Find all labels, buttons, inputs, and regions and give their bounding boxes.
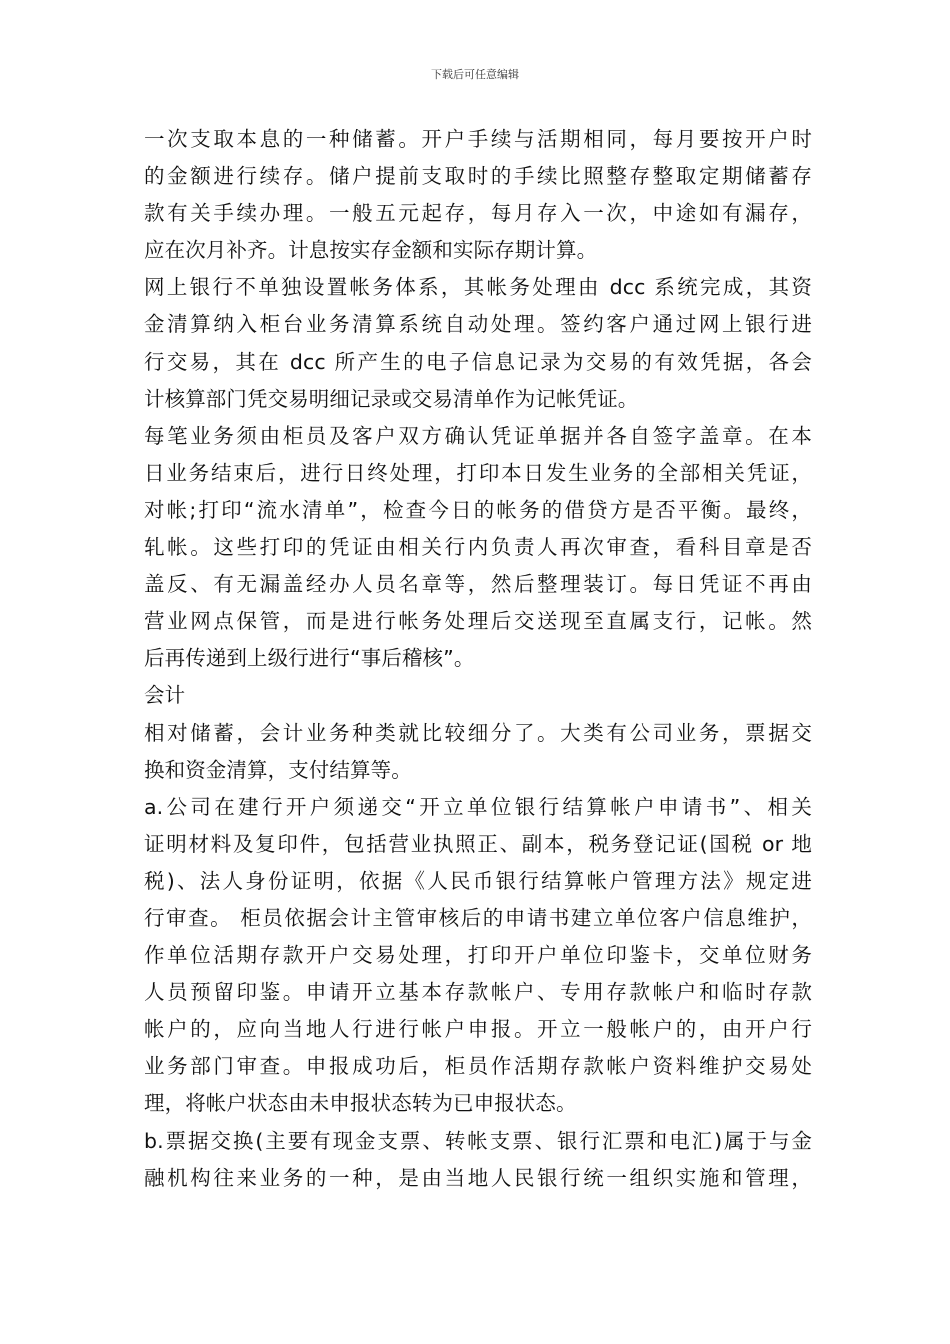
- text-line: 会计: [144, 683, 186, 708]
- text-line: b.票据交换(主要有现金支票、转帐支票、银行汇票和电汇)属于与金: [144, 1128, 812, 1153]
- text-line: 换和资金清算，支付结算等。: [144, 757, 412, 782]
- text-line: 证明材料及复印件，包括营业执照正、副本，税务登记证(国税 or 地: [144, 831, 812, 856]
- text-line: 后再传递到上级行进行“事后稽核”。: [144, 646, 475, 671]
- page-header-note: 下载后可任意编辑: [431, 68, 519, 81]
- text-line: a.公司在建行开户须递交“开立单位银行结算帐户申请书”、相关: [144, 794, 812, 819]
- text-line: 网上银行不单独设置帐务体系，其帐务处理由 dcc 系统完成，其资: [144, 275, 812, 300]
- paragraph: [144, 1123, 812, 1197]
- text-line: 金清算纳入柜台业务清算系统自动处理。签约客户通过网上银行进: [144, 312, 812, 337]
- paragraph: [144, 789, 812, 1123]
- text-line: 的金额进行续存。储户提前支取时的手续比照整存整取定期储蓄存: [144, 164, 812, 189]
- text-line: 业务部门审查。申报成功后，柜员作活期存款帐户资料维护交易处: [144, 1054, 812, 1079]
- text-line: 计核算部门凭交易明细记录或交易清单作为记帐凭证。: [144, 386, 639, 411]
- text-line: 作单位活期存款开户交易处理，打印开户单位印鉴卡，交单位财务: [144, 943, 812, 968]
- text-line: 对帐;打印“流水清单”，检查今日的帐务的借贷方是否平衡。最终，: [144, 497, 812, 522]
- paragraph: [144, 418, 812, 678]
- section-heading: [144, 677, 812, 714]
- text-line: 理，将帐户状态由未申报状态转为已申报状态。: [144, 1091, 577, 1116]
- text-line: 帐户的，应向当地人行进行帐户申报。开立一般帐户的，由开户行: [144, 1017, 812, 1042]
- paragraph: [144, 715, 812, 789]
- text-line: 应在次月补齐。计息按实存金额和实际存期计算。: [144, 238, 598, 263]
- text-line: 每笔业务须由柜员及客户双方确认凭证单据并各自签字盖章。在本: [144, 423, 812, 448]
- text-line: 营业网点保管，而是进行帐务处理后交送现至直属支行，记帐。然: [144, 609, 812, 634]
- text-line: 行交易，其在 dcc 所产生的电子信息记录为交易的有效凭据，各会: [144, 349, 812, 374]
- text-line: 轧帐。这些打印的凭证由相关行内负责人再次审查，看科目章是否: [144, 535, 812, 560]
- text-line: 盖反、有无漏盖经办人员名章等，然后整理装订。每日凭证不再由: [144, 572, 812, 597]
- paragraph: [144, 121, 812, 269]
- text-line: 人员预留印鉴。申请开立基本存款帐户、专用存款帐户和临时存款: [144, 980, 812, 1005]
- text-line: 日业务结束后，进行日终处理，打印本日发生业务的全部相关凭证，: [144, 460, 812, 485]
- document-body: [144, 121, 812, 1197]
- text-line: 相对储蓄，会计业务种类就比较细分了。大类有公司业务，票据交: [144, 720, 812, 745]
- text-line: 行审查。 柜员依据会计主管审核后的申请书建立单位客户信息维护，: [144, 905, 812, 930]
- text-line: 税)、法人身份证明，依据《人民币银行结算帐户管理方法》规定进: [144, 868, 812, 893]
- text-line: 一次支取本息的一种储蓄。开户手续与活期相同，每月要按开户时: [144, 127, 812, 151]
- text-line: 款有关手续办理。一般五元起存，每月存入一次，中途如有漏存，: [144, 201, 812, 226]
- text-line: 融机构往来业务的一种，是由当地人民银行统一组织实施和管理，: [144, 1165, 812, 1190]
- paragraph: [144, 269, 812, 417]
